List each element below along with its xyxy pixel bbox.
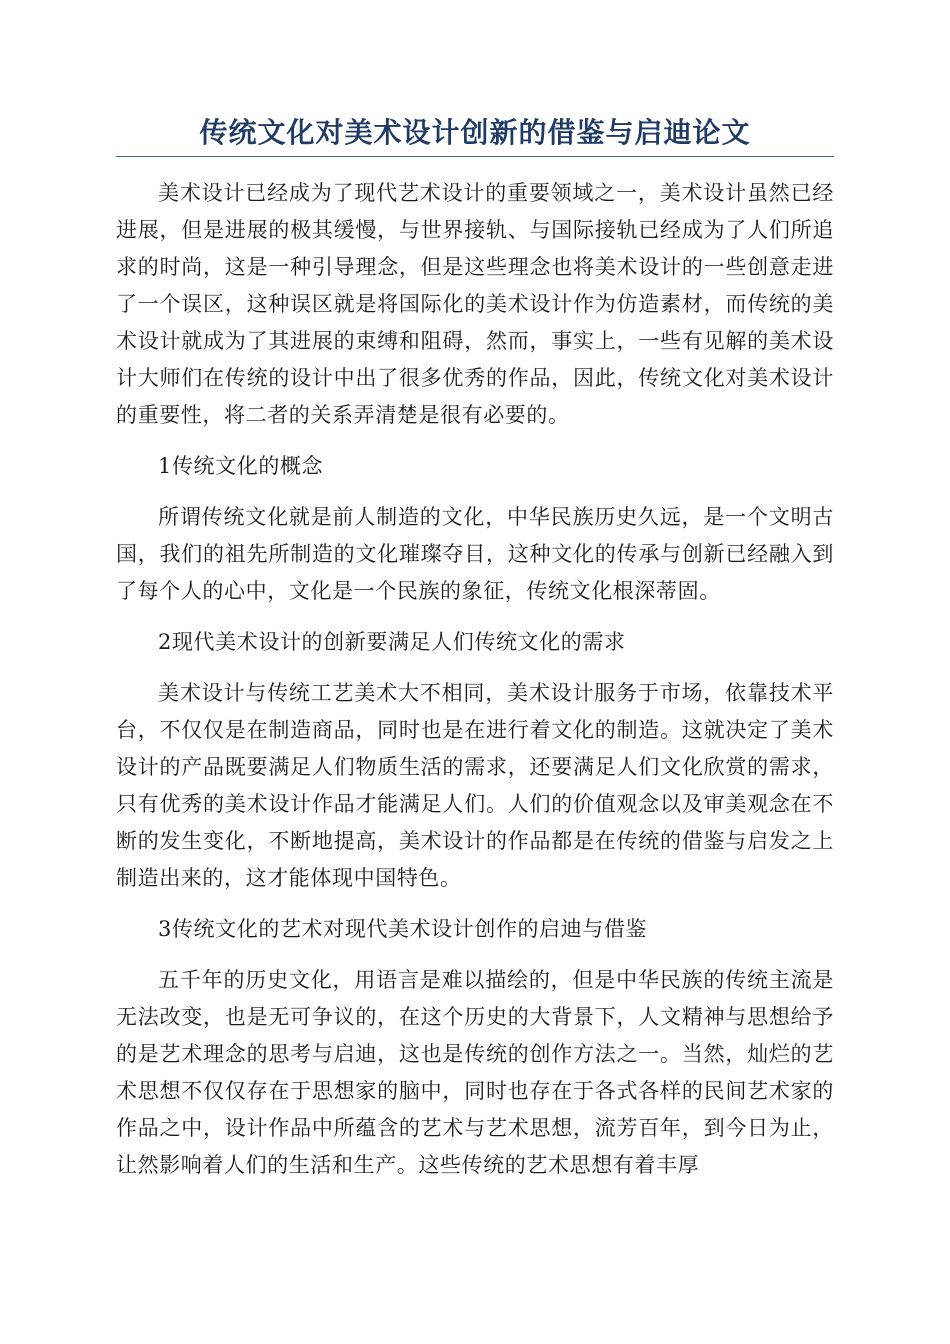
section-heading-3: 3传统文化的艺术对现代美术设计创作的启迪与借鉴 xyxy=(158,917,648,941)
section-heading-2: 2现代美术设计的创新要满足人们传统文化的需求 xyxy=(158,630,626,654)
document-page xyxy=(116,110,834,1198)
paragraph-intro: 美术设计已经成为了现代艺术设计的重要领域之一，美术设计虽然已经进展，但是进展的极其缓慢，与世界接轨、与国际接轨已经成为了人们所追求的时尚，这是一种引导理念，但是这些理念也将美术设计的一些创意走进了一个误区，这种误区就是将国际化的美术设计作为仿造素材，而传统的美术设计就成为了其进展的束缚和阻碍，然而，事实上，一些有见解的美术设计大师们在传统的设计中出了很多优秀的作品，因此，传统文化对美术设计的重要性，将二者的关系弄清楚是很有必要的。 xyxy=(116,181,834,427)
paragraph-section-2: 美术设计与传统工艺美术大不相同，美术设计服务于市场，依靠技术平台，不仅仅是在制造商品，同时也是在进行着文化的制造。这就决定了美术设计的产品既要满足人们物质生活的需求，还要满足人们文化欣赏的需求，只有优秀的美术设计作品才能满足人们。人们的价值观念以及审美观念在不断的发生变化，不断地提高，美术设计的作品都是在传统的借鉴与启发之上制造出来的，这才能体现中国特色。 xyxy=(116,681,834,890)
paragraph-section-1: 所谓传统文化就是前人制造的文化，中华民族历史久远，是一个文明古国，我们的祖先所制造的文化璀璨夺目，这种文化的传承与创新已经融入到了每个人的心中，文化是一个民族的象征，传统文化根深蒂固。 xyxy=(116,505,834,603)
paragraph-section-3: 五千年的历史文化，用语言是难以描绘的，但是中华民族的传统主流是无法改变，也是无可争议的，在这个历史的大背景下，人文精神与思想给予的是艺术理念的思考与启迪，这也是传统的创作方法之一。当然，灿烂的艺术思想不仅仅存在于思想家的脑中，同时也存在于各式各样的民间艺术家的作品之中，设计作品中所蕴含的艺术与艺术思想，流芳百年，到今日为止，让然影响着人们的生活和生产。这些传统的艺术思想有着丰厚 xyxy=(116,968,834,1177)
title-underline xyxy=(116,156,834,157)
section-heading-1: 1传统文化的概念 xyxy=(158,454,324,478)
document-title: 传统文化对美术设计创新的借鉴与启迪论文 xyxy=(199,116,751,149)
